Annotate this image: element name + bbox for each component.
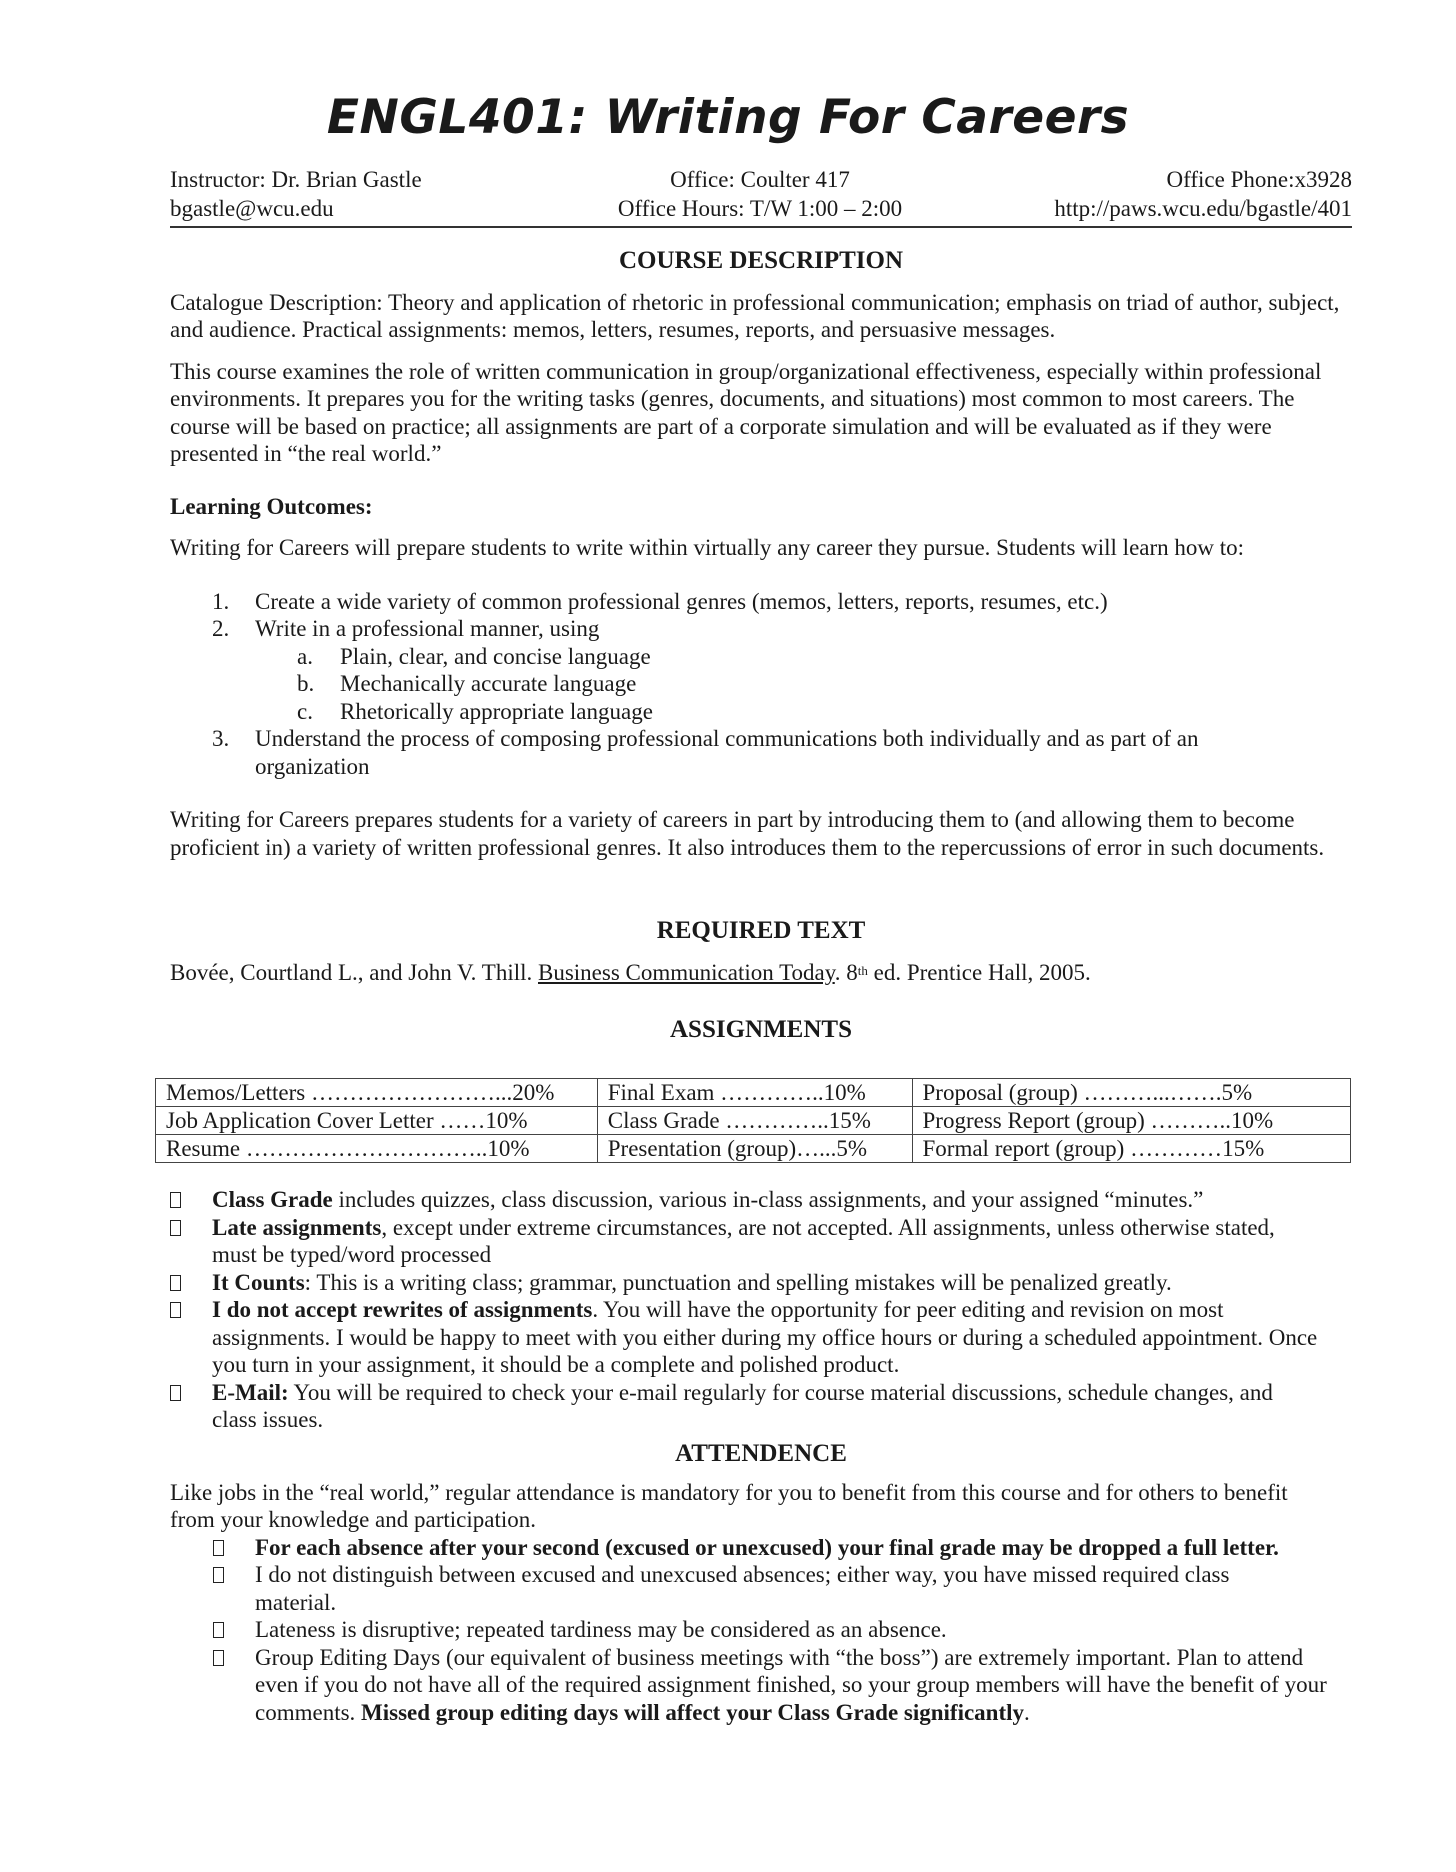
assignment-notes-list — [170, 1186, 1320, 1434]
required-text-citation — [170, 959, 1352, 987]
checkbox-bullet-icon — [170, 1275, 181, 1291]
course-overview: This course examines the role of written communication in group/organizational effectiveness, especially within professional environments. It prepares you for the writing tasks (genres, documents, and situations) most common to most careers. The course will be based on practice; all assignments are part of a corporate simulation and will be evaluated as if they were presented in “the real world.” — [170, 358, 1322, 466]
table-cell: Class Grade …………..15% — [597, 1107, 912, 1135]
attendance-rule: For each absence after your second (excused or unexcused) your final grade may be dropped a full letter. — [255, 1534, 1279, 1560]
citation-edition: . 8 — [834, 959, 858, 985]
note-text: , except under extreme circumstances, are not accepted. All assignments, unless otherwise stated, must be typed/word processed — [212, 1214, 1275, 1267]
sub-outcome-item — [170, 643, 1352, 671]
attendance-section — [170, 1440, 1352, 1726]
outcome-number: 3. — [212, 726, 230, 751]
table-cell: Memos/Letters ……………………...20% — [156, 1079, 598, 1107]
sub-outcome-text: Plain, clear, and concise language — [340, 643, 651, 669]
checkbox-bullet-icon — [170, 1385, 181, 1401]
note-text: . You will have the opportunity for peer editing and revision on most assignments. I would be happy to meet with you either during my office hours or during a scheduled appointment. Once you turn in your assignment, it should be a complete and polished product. — [212, 1297, 1318, 1377]
table-cell: Formal report (group) …………15% — [912, 1135, 1351, 1163]
table-row — [156, 1135, 1351, 1163]
list-item — [170, 1379, 1320, 1434]
sub-outcome-item — [170, 670, 1352, 698]
outcome-text: Create a wide variety of common professional genres (memos, letters, reports, resumes, etc.) — [255, 588, 1108, 614]
table-cell: Progress Report (group) ………..10% — [912, 1107, 1351, 1135]
learning-outcomes-heading: Learning Outcomes: — [170, 493, 373, 519]
table-cell: Job Application Cover Letter ……10% — [156, 1107, 598, 1135]
list-item — [170, 1534, 1352, 1562]
attendance-rule: Lateness is disruptive; repeated tardiness may be considered as an absence. — [255, 1617, 947, 1642]
assignments-heading-wrap — [170, 1016, 1352, 1044]
course-description-section — [170, 247, 1352, 861]
office-phone: Office Phone:x3928 — [1166, 167, 1352, 192]
sub-outcome-letter: c. — [297, 698, 313, 724]
header-office-block — [610, 165, 910, 223]
outcome-number: 2. — [212, 616, 230, 641]
sub-outcome-letter: b. — [297, 671, 315, 696]
list-item — [170, 1214, 1320, 1269]
sub-outcome-text: Mechanically accurate language — [340, 671, 637, 696]
list-item — [170, 1269, 1320, 1297]
note-label: Class Grade — [212, 1187, 333, 1212]
attendance-rule: Group Editing Days (our equivalent of business meetings with “the boss”) are extremely important. Plan to attend even if you do not have all of the required assignment finished, so your group members will have the benefit of your comments. — [255, 1644, 1327, 1725]
outcomes-closing: Writing for Careers prepares students for a variety of careers in part by introducing them to (and allowing them to become proficient in) a variety of written professional genres. It also introduces them to the repercussions of error in such documents. — [170, 807, 1325, 860]
note-text: : This is a writing class; grammar, punctuation and spelling mistakes will be penalized greatly. — [304, 1269, 1172, 1295]
outcomes-list — [170, 588, 1352, 781]
assignments-heading: ASSIGNMENTS — [670, 1016, 852, 1043]
catalogue-description: Catalogue Description: Theory and application of rhetoric in professional communication; emphasis on triad of author, subject, and audience. Practical assignments: memos, letters, resumes, reports, and persuasive messages. — [170, 289, 1340, 342]
required-text-heading: REQUIRED TEXT — [656, 917, 866, 944]
page-title: ENGL401: Writing For Careers — [326, 90, 1130, 145]
checkbox-bullet-icon — [213, 1567, 224, 1583]
office-hours: Office Hours: T/W 1:00 – 2:00 — [617, 196, 903, 221]
sub-outcome-text: Rhetorically appropriate language — [340, 698, 653, 724]
office-location: Office: Coulter 417 — [670, 167, 850, 192]
outcome-number: 1. — [212, 588, 230, 614]
list-item — [170, 1644, 1352, 1727]
outcome-item — [170, 725, 1352, 780]
header-divider — [170, 226, 1352, 228]
citation-authors: Bovée, Courtland L., and John V. Thill. — [170, 959, 538, 985]
assignments-table — [155, 1078, 1351, 1163]
note-label: It Counts — [212, 1269, 305, 1295]
learning-outcomes-intro: Writing for Careers will prepare students to write within virtually any career they pursue. Students will learn how to: — [170, 535, 1245, 560]
list-item — [170, 1561, 1352, 1616]
checkbox-bullet-icon — [213, 1540, 224, 1556]
checkbox-bullet-icon — [213, 1650, 224, 1666]
table-cell: Final Exam …………..10% — [597, 1079, 912, 1107]
table-row — [156, 1079, 1351, 1107]
attendance-intro: Like jobs in the “real world,” regular attendance is mandatory for you to benefit from this course and for others to benefit from your knowledge and participation. — [170, 1479, 1288, 1532]
checkbox-bullet-icon — [170, 1220, 181, 1236]
list-item — [170, 1296, 1320, 1379]
required-text-section — [170, 917, 1352, 986]
sub-outcome-letter: a. — [297, 643, 313, 669]
checkbox-bullet-icon — [213, 1622, 224, 1638]
citation-book-title: Business Communication Today — [538, 959, 835, 985]
header-contact-block — [1054, 165, 1352, 223]
note-text: You will be required to check your e-mail regularly for course material discussions, schedule changes, and class issues. — [212, 1379, 1273, 1432]
outcome-item — [170, 588, 1352, 616]
course-website: http://paws.wcu.edu/bgastle/401 — [1054, 196, 1352, 221]
attendance-rule-end: . — [1024, 1699, 1030, 1725]
outcome-text: Understand the process of composing professional communications both individually and as part of an organization — [255, 726, 1199, 779]
outcome-item — [170, 615, 1352, 643]
attendance-heading: ATTENDENCE — [675, 1440, 847, 1467]
attendance-rule: I do not distinguish between excused and unexcused absences; either way, you have missed required class material. — [255, 1562, 1230, 1615]
header-instructor-block — [170, 165, 422, 223]
note-label: E-Mail: — [212, 1379, 289, 1405]
citation-edition-suffix: th — [857, 962, 868, 978]
note-label: Late assignments — [212, 1214, 382, 1240]
note-label: I do not accept rewrites of assignments — [212, 1297, 593, 1322]
instructor-email: bgastle@wcu.edu — [170, 196, 334, 221]
citation-publisher: ed. Prentice Hall, 2005. — [867, 959, 1091, 985]
checkbox-bullet-icon — [170, 1302, 181, 1318]
attendance-rule-emphasis: Missed group editing days will affect your Class Grade significantly — [361, 1699, 1025, 1725]
list-item — [170, 1616, 1352, 1644]
table-row — [156, 1107, 1351, 1135]
note-text: includes quizzes, class discussion, various in-class assignments, and your assigned “minutes.” — [332, 1187, 1204, 1212]
table-cell: Proposal (group) ………...…….5% — [912, 1079, 1351, 1107]
course-description-heading: COURSE DESCRIPTION — [618, 247, 904, 274]
outcome-text: Write in a professional manner, using — [255, 616, 600, 641]
table-cell: Presentation (group)…...5% — [597, 1135, 912, 1163]
sub-outcome-item — [170, 698, 1352, 726]
checkbox-bullet-icon — [170, 1192, 181, 1208]
instructor-name: Instructor: Dr. Brian Gastle — [170, 167, 422, 192]
table-cell: Resume …………………………..10% — [156, 1135, 598, 1163]
list-item — [170, 1186, 1320, 1214]
